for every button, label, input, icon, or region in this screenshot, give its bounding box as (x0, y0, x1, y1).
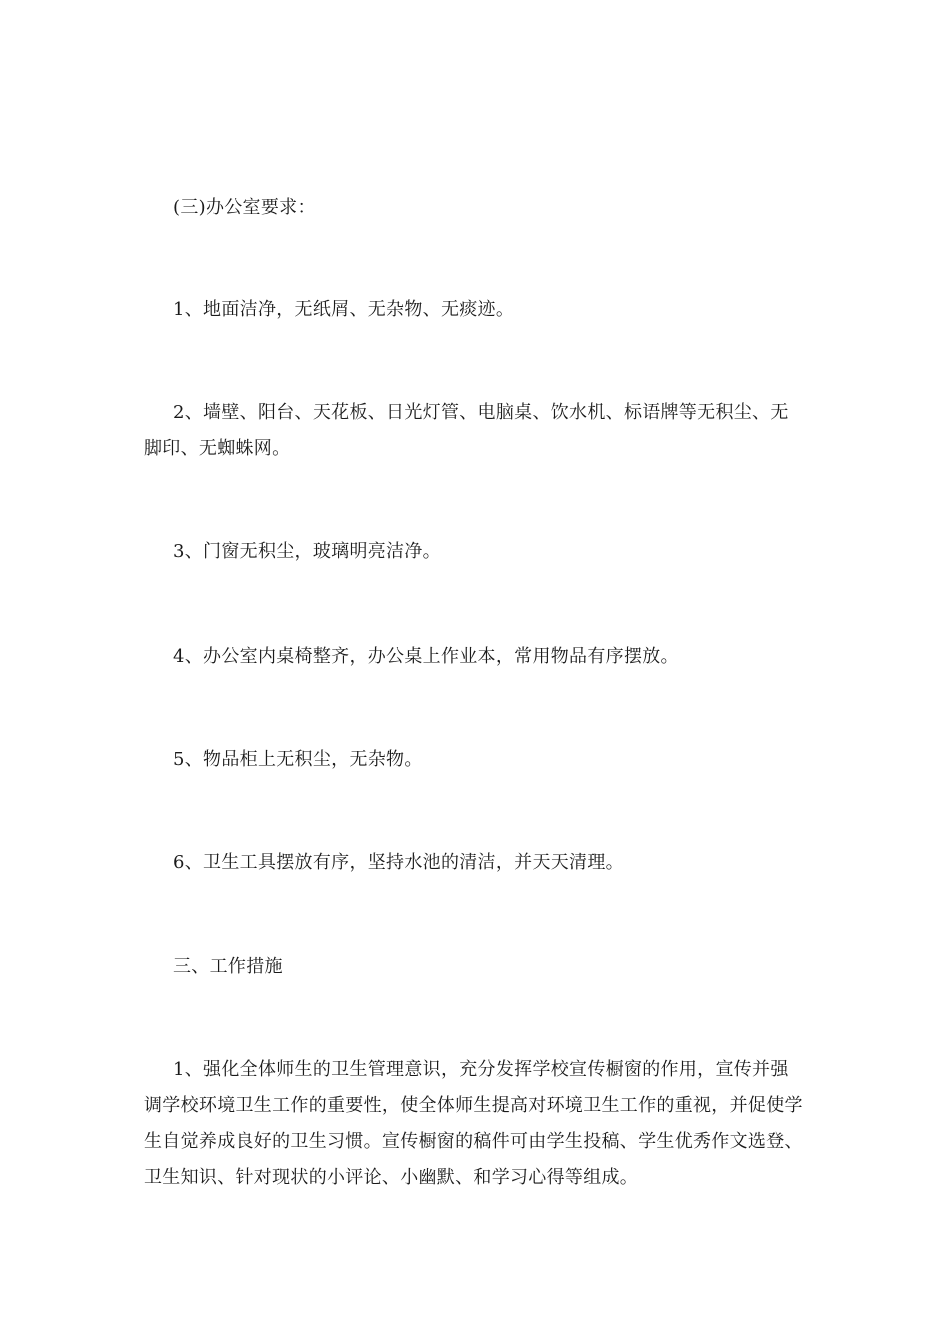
requirement-item-2: 2、墙壁、阳台、天花板、日光灯管、电脑桌、饮水机、标语牌等无积尘、无脚印、无蜘蛛网。 (144, 402, 789, 459)
requirement-item-5: 5、物品柜上无积尘，无杂物。 (173, 749, 423, 770)
requirement-item-4: 4、办公室内桌椅整齐，办公桌上作业本，常用物品有序摆放。 (173, 646, 679, 667)
section-heading-work-measures: 三、工作措施 (173, 956, 283, 977)
section-heading-office-requirements: (三)办公室要求： (173, 197, 316, 218)
requirement-item-6: 6、卫生工具摆放有序，坚持水池的清洁，并天天清理。 (173, 852, 624, 873)
requirement-item-1: 1、地面洁净，无纸屑、无杂物、无痰迹。 (173, 299, 515, 320)
requirement-item-3: 3、门窗无积尘，玻璃明亮洁净。 (173, 541, 441, 562)
measure-item-1: 1、强化全体师生的卫生管理意识，充分发挥学校宣传橱窗的作用，宣传并强调学校环境卫生工作的重要性，使全体师生提高对环境卫生工作的重视，并促使学生自觉养成良好的卫生习惯。宣传橱窗的稿件可由学生投稿、学生优秀作文选登、卫生知识、针对现状的小评论、小幽默、和学习心得等组成。 (144, 1059, 803, 1188)
